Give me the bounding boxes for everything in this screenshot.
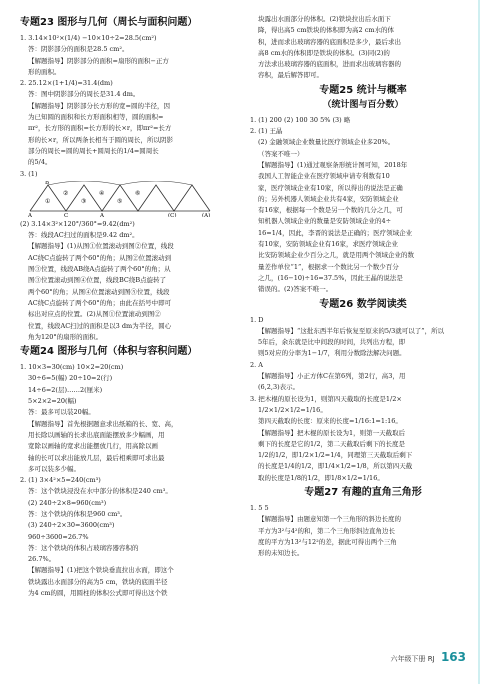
answer-line: 1. D — [250, 315, 264, 324]
hint-line: (6,2,3)表示。 — [258, 383, 300, 392]
answer-line: 3. (1) — [20, 169, 38, 178]
answer-line: (2) 240÷2×8=960(cm³) — [28, 498, 107, 507]
hint-line: 两个60°的角；从图④位置滚动到图⑤位置，线段 — [28, 287, 170, 296]
hint-line: 为4 cm的圆，用圆柱的体积公式即可得出这个铁 — [28, 589, 168, 598]
tri-label: ① — [45, 197, 51, 205]
section-26-title: 专题26 数学阅读类 — [319, 298, 407, 310]
answer-line: 答：线段AC扫过的面积是9.42 dm²。 — [28, 231, 139, 240]
answer-line: （答案不唯一） — [258, 149, 304, 158]
answer-line: 5×2×2=20(幅) — [28, 397, 77, 406]
hint-line: 【解题指导】(1)把这个铁块垂直拉出水面，即这个 — [28, 566, 174, 575]
answer-line: 2. 25.12×(1+1/4)=31.4(dm) — [20, 79, 113, 88]
hint-line: 则5对应的分率为1−1/7，利用分数除法解决问题。 — [258, 349, 406, 358]
hint-line: 【解题指导】(1)通过观察条形统计图可知，2018年 — [258, 160, 408, 169]
hint-line: 用长除以画轴的长求出底面能摆放多少幅画，用 — [28, 430, 165, 439]
hint-line: 有16家，根据每一个数是另一个数的几分之几，可 — [258, 206, 403, 215]
hint-line: 角为120°的扇形的面积。 — [28, 332, 103, 341]
hint-line: AC绕C点旋转了两个60°的角；从图②位置滚动到 — [28, 253, 172, 262]
hint-line: 剩下的长度是它的1/2，第二天截取后剩下的长度是 — [258, 439, 405, 448]
tri-label: ② — [63, 189, 69, 197]
hint-line: 图③位置，线段AB绕A点旋转了两个60°的角；从 — [28, 265, 171, 274]
answer-line: 26.7%。 — [28, 555, 56, 564]
left-column — [20, 14, 246, 599]
tri-point: (A) — [202, 212, 211, 217]
hint-line: 多可以装多少幅。 — [28, 464, 80, 473]
tri-label: ④ — [99, 189, 105, 197]
tri-point: (C) — [168, 212, 177, 217]
hint-line: 【解题指导】阴影部分的面积=扇形的面积−正方 — [28, 56, 169, 65]
triangles-svg — [28, 181, 228, 217]
tri-point: B — [45, 180, 50, 186]
hint-line: 宽除以画轴的宽求出能摆放几行，用高除以画 — [28, 442, 158, 451]
answer-line: (3) 240÷2×30=3600(cm³) — [28, 521, 115, 530]
section-23-title: 专题23 图形与几何（周长与面积问题） — [20, 17, 198, 28]
answer-line: 960÷3600≈26.7% — [28, 532, 89, 541]
hint-line: AC绕C点旋转了两个60°的角；由此在括号中即可 — [28, 298, 172, 307]
hint-line: 为已知圆的面积和长方形面积相等，圆的面积= — [28, 113, 164, 122]
answer-line: 3. 把木棍的原长设为1，则第四天截取的长度是1/2× — [250, 394, 402, 403]
hint-line: 平方为3²与4²的和，第二个三角形斜边直角边长 — [258, 526, 395, 535]
hint-line: 1/2的1/2，即1/2×1/2=1/4，同理第三天截取后剩下 — [258, 451, 413, 460]
hint-line: 位置，线段AC扫过的面积是以3 dm为半径，圆心 — [28, 321, 172, 330]
hint-line: 标出对应点的位置。(2)从图①位置滚动到图② — [28, 310, 161, 319]
hint-line: 形的面积。 — [28, 67, 61, 76]
hint-line: 【解题指导】(1)从图①位置滚动到图②位置，线段 — [28, 242, 174, 251]
answer-line: 答：这个铁块的体积是960 cm³。 — [28, 509, 127, 518]
answer-line: 1. (1) 200 (2) 100 30 5% (3) 略 — [250, 115, 351, 124]
hint-line: 量差作单位“1”，根据求一个数比另一个数少百分 — [258, 262, 399, 271]
section-27-title: 专题27 有趣的直角三角形 — [304, 486, 422, 498]
hint-line: πr²，长方形的面积=长方形的长×r，即πr²=长方 — [28, 124, 172, 133]
hint-line: 图③位置滚动到图④位置，线段BC绕B点旋转了 — [28, 276, 167, 285]
hint-line: 形的未知边长。 — [258, 549, 304, 558]
hint-line: 【解题指导】由题意知第一个三角形的斜边长度的 — [258, 515, 401, 524]
hint-line: 我国人工智能企业在医疗领域申请专利数有10 — [258, 172, 390, 181]
grade-label: 六年级下册 RJ — [390, 655, 435, 663]
hint-line: 的5/4。 — [28, 158, 52, 167]
hint-line: 度的平方为13²与12²的差，据此可得出两个三角 — [258, 537, 397, 546]
answer-line: (2) 3.14×3²×120°/360°=9.42(dm²) — [20, 219, 135, 228]
answer-line: 1. 10×3=30(cm) 10×2=20(cm) — [20, 363, 124, 372]
answer-line: 14÷6=2(层)……2(厘米) — [28, 385, 103, 394]
page-number: 163 — [440, 650, 466, 664]
hint-line: 之几，(16−10)÷16=37.5%，因此王晶的说法是 — [258, 273, 403, 282]
hint-line: 有10家，安防领域企业有16家，求医疗领域企业 — [258, 240, 399, 249]
hint-line: 16=1/4，因此，李晋的说法是正确的；医疗领域企业 — [258, 228, 413, 237]
answer-line: 答：图中阴影部分的周长是31.4 dm。 — [28, 90, 140, 99]
hint-line: 【解题指导】“这批东西半年后恢复至原来的5/3就可以了”，所以 — [258, 326, 445, 335]
right-column — [250, 14, 476, 559]
answer-line: 2. A — [250, 360, 263, 369]
hint-line: 容积，最后解答即可。 — [258, 71, 323, 80]
answer-line: 30÷6=5(幅) 20÷10=2(行) — [28, 374, 113, 383]
tri-point: A — [100, 212, 104, 217]
answer-line: 1. 5 5 — [250, 503, 269, 512]
answer-line: 答：最多可以装20幅。 — [28, 408, 95, 417]
answer-line: 2. (1) 3×4²×5=240(cm³) — [20, 476, 101, 485]
hint-line: 【解题指导】把木棍的原长设为1，则第一天截取后 — [258, 428, 406, 437]
hint-line: 5年后，余东就是比中间段的时间，共列出方程，即 — [258, 338, 406, 347]
page-footer — [391, 650, 466, 664]
hint-line: 形的长×r，所以两条长相当于圆的周长，所以阴影 — [28, 135, 174, 144]
hint-line: 积，进而求出玻璃容器的底面积是多少，最后求出 — [258, 37, 401, 46]
answer-line: 答：阴影部分的面积是28.5 cm²。 — [28, 45, 129, 54]
section-24-title: 专题24 图形与几何（体积与容积问题） — [20, 346, 198, 358]
hint-line: 家，医疗领域企业有10家，所以得出的说法是正确 — [258, 183, 403, 192]
hint-line: 取的长度是1/8的1/2，即1/8×1/2=1/16。 — [258, 473, 384, 482]
hint-line: 比安防领域企业少百分之几，就是用两个领域企业的数 — [258, 251, 414, 260]
section-25-sub: （统计图与百分数） — [322, 99, 404, 110]
hint-line: 高8 cm水的体积即是铁块的体积。(3)同(2)的 — [258, 48, 390, 57]
hint-line: 【解题指导】阴影部分长方形的宽=圆的半径，因 — [28, 101, 170, 110]
hint-line: 【解题指导】小正方体C在第6列，第2行，高3，用 — [258, 372, 406, 381]
answer-line: 第四天截取的长度：原来的长度=1/16:1=1:16。 — [258, 417, 402, 426]
section-25-title — [250, 84, 476, 112]
hint-line: 块露出水面部分的体积。(2)铁块拉出后水面下 — [258, 15, 391, 23]
answer-line: 1/2×1/2×1/2=1/16。 — [258, 405, 327, 414]
tri-label: ⑤ — [117, 197, 123, 205]
hint-line: 部分的周长=圆的周长+圆周长的1/4=圆周长 — [28, 146, 159, 155]
hint-line: 铁块露出水面部分的高为5 cm，铁块的底面半径 — [28, 577, 168, 586]
section-25-main: 专题25 统计与概率 — [319, 84, 407, 96]
answer-line: 答：这个铁块浸没在水中部分的体积是240 cm³。 — [28, 487, 172, 496]
tri-point: A — [28, 212, 32, 217]
hint-line: 的长度是1/4的1/2，即1/4×1/2=1/8，所以第四天截 — [258, 462, 413, 471]
answer-line: 答：这个铁块的体积占玻璃容器容积的 — [28, 543, 139, 552]
answer-line: (2) 金融领域企业数量比医疗领域企业多20%。 — [258, 138, 395, 147]
tri-label: ③ — [81, 197, 87, 205]
rolling-triangles-figure — [28, 181, 246, 217]
hint-line: 方法求出玻璃容器的底面积，进而求出玻璃容器的 — [258, 60, 401, 69]
hint-line: 的；另外机器人领域企业共有4家，安防领域企业 — [258, 194, 399, 203]
hint-line: 【解题指导】首先根据题意求出纸箱的长、宽、高， — [28, 419, 178, 428]
hint-line: 降，得出高5 cm铁块的体积即为高2 cm水的体 — [258, 26, 395, 35]
answer-line: 2. (1) 王晶 — [250, 127, 283, 136]
tri-label: ⑥ — [135, 189, 141, 197]
tri-point: C — [64, 212, 69, 217]
hint-line: 轴的长可以求出能放几层，最后相乘即可求出最 — [28, 453, 165, 462]
hint-line: 知机器人领域企业的数量是安防领域企业的4÷ — [258, 217, 392, 226]
answer-line: 1. 3.14×10²×(1/4) −10×10÷2=28.5(cm²) — [20, 34, 157, 42]
hint-line: 错误的。(2)答案不唯一。 — [258, 285, 333, 294]
